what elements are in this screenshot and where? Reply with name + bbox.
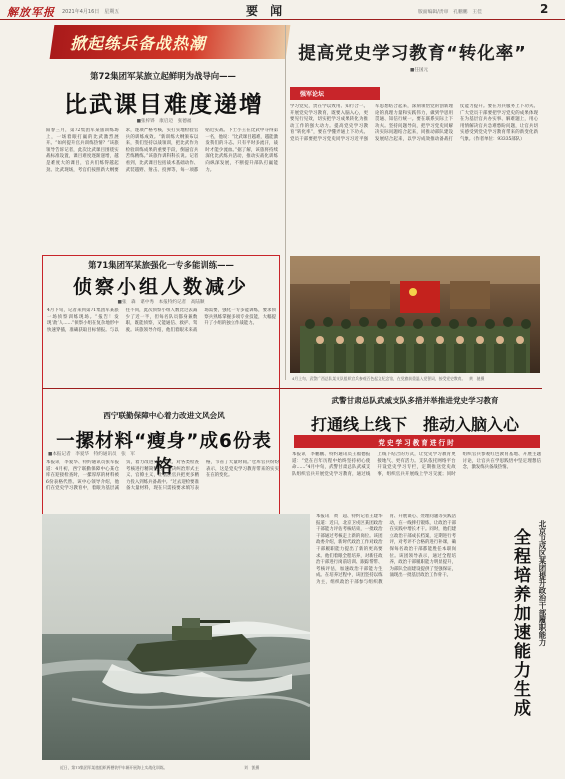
article-beijing-title: 全程培养加速能力生成 [510, 528, 530, 718]
editors-credit: 版面编辑/责审 孔鹏鹏 王佳 [418, 10, 482, 15]
article-west-kicker: 西宁联勤保障中心着力改进文风会风 [103, 411, 225, 420]
article-west-body: 本报讯 李爱华、特约通讯员张军报道：4月初，西宁联勤保障中心某仓库在迎接检查时，一摞厚厚的材料被6份表格代替。该中心领导介绍，他们在党史学习教育中，着眼为基层减负，着力改进文风会风，对各类检查考核进行精简整合，坚决纠治形式主义、官僚主义，让基层官兵把更多精力投入到练兵备战中。“过去迎检要准备大量材料，现在只需按要求填写表格，节省了大量时间。”仓库官兵纷纷表示，这是党史学习教育带来的实实在在的变化。 [46, 460, 279, 492]
article-party-byline: ■任国元 [410, 68, 429, 73]
article-wujing-title: 打通线上线下 推动入脑入心 [310, 415, 519, 434]
amphibious-training-photo [42, 514, 310, 760]
article-72-title: 比武课目难度递增 [64, 92, 264, 118]
campaign-banner-text: 掀起练兵备战热潮 [70, 34, 207, 53]
newspaper-logo: 解放军报 [7, 6, 55, 19]
article-party-title: 提高党史学习教育“转化率” [298, 44, 527, 64]
column-bar-label: 党史学习教育进行时 [378, 439, 456, 447]
article-wujing-body: 本报讯 李鹏鹏、特约通讯员王福德报道：“党在百年历程中始终坚持初心使命……”4月中旬，武警甘肃总队武威支队组织官兵开展党史学习教育，通过线上线下结合的方式，让党史学习教育更接地气、更有活力。支队依托网络平台开设党史学习专栏，定期推送党史故事，组织官兵开展线上学习交流；同时组织官兵参观红色教育基地、开展主题讨论，让官兵在学思践悟中坚定理想信念，激发练兵备战热情。 [292, 452, 541, 477]
boat-photo-credit: 刘 凯摄 [244, 765, 260, 770]
party-photo-caption: 4月上旬，武警广西总队某支队组织官兵参观百色起义纪念馆，在党旗前重温入党誓词，接受党史教育。 黄 驰摄 [292, 376, 485, 381]
article-west-title: 一摞材料“瘦身”成6份表格 [56, 431, 272, 478]
article-71-body: 4月下旬，记者来到第71集团军某旅一场侦察训练现场。“报告！发现‘敌’人……”侦察小组在复杂地形中快速穿插，准确获取目标情报。与以往不同，此次侦察小组人数比过去减少了近一半，但每名队员都身兼数职，既能侦察，又能通信、救护、驾驶。该旅领导介绍，他们着眼未来战场需要，强化一专多能训练，要求侦察兵熟练掌握多项专业技能，大幅提升了小组的独立作战能力。 [47, 308, 276, 333]
article-71-title: 侦察小组人数减少 [72, 276, 249, 298]
article-wujing-kicker: 武警甘肃总队武威支队多措并举推进党史学习教育 [331, 396, 499, 405]
column-divider [285, 25, 286, 380]
article-beijing-body: 本报讯 黄 超、特约记者王建华报道：近日，北京卫戍区某团政治干部能力评估考核结束，一批政治干部通过考核走上新的岗位。该团政委介绍，新时代政治工作对政治干部履职能力提出了新的更高要求。他们着眼全程培养，对新任政治干部进行岗前培训、跟踪帮带、考核评估，加速政治干部能力生成。在培养过程中，该团坚持以练为主，组织政治干部参与组织教育、开展谈心、处理问题等实践活动，在一线摔打锻炼，让政治干部在实践中增长才干。同时，他们建立政治干部成长档案，定期进行考评，对考评不合格的进行补课，确保每名政治干部都能胜任本职岗位。该团领导表示，通过全程培养，政治干部履职能力明显提升，为部队全面建设提供了坚强保证，涌现出一批基层政治工作骨干。 [316, 514, 456, 585]
article-71-byline: ■张 森 谌中秀 本报特约记者 高陆顺 [117, 300, 205, 305]
article-71-kicker: 第71集团军某旅强化一专多能训练—— [88, 260, 234, 270]
masthead [0, 0, 565, 20]
column-label: 强军论坛 [300, 91, 325, 98]
article-beijing-kicker: 北京卫戍区某团提升政治干部履职能力 [538, 520, 547, 646]
article-party-body: 学习党史，贵在学以致用、知行合一。开展党史学习教育，既要入脑入心，更要见行见效，切实把学习成果转化为推动工作的强大动力。提高党史学习教育“转化率”，要在学懂弄通上下功夫。党员干部要把学习党史同学习习近平强军思想结合起来，深刻领悟党的创新理论的真理力量和实践伟力，做到学思用贯通、知信行统一。要在联系实际上下功夫。坚持问题导向，把学习党史同解决实际问题结合起来，同推动部队建设发展结合起来，以学习成效推动备战打仗能力提升。要在为兵服务上下功夫。广大党员干部要把学习党史的成果体现在为基层官兵办实事、解难题上，用心用情解决官兵急难愁盼问题，让官兵切实感受到党史学习教育带来的新变化新气象。（作者单位：93335部队） [290, 104, 538, 142]
party-history-photo [290, 256, 540, 373]
section-divider [42, 388, 542, 389]
article-72-kicker: 第72集团军某旅立起鲜明为战导向—— [90, 71, 236, 81]
section-title: 要 闻 [246, 4, 287, 18]
boat-photo-caption: 近日，第73集团军某旅组织两栖装甲车辆开展海上实战化训练。 [60, 765, 168, 770]
article-west-byline: ■本报记者 李爱华 特约通讯员 张 军 [48, 452, 136, 457]
article-72-byline: ■张梓铧 康启迈 张德福 [136, 119, 192, 124]
article-72-body: 阳春三月，第72集团军某旅训练场上，一场着眼打赢的比武激烈展开。“如何提升官兵训练热情？”该旅领导告诉记者，此次比武课目围绕实战标准设置，课目难度逐渐递增，越是难度大的课目，官兵们练得越起劲。比武现场，考官们按照新大纲要求，逐项严格考核，实打实地检验官兵的训练成效。“新训练大纲颁布以来，我们坚持以战领训，把比武作为检验训练成果的重要手段，倒逼官兵苦练精练。”该旅作训科科长说。记者看到，比武课目包括战术基础动作、武装越野、射击、投弹等，每一项都贴近实战。下士小王在比武中夺得第一名，他说：“比武课目越难，越能激发我们的斗志。只有平时多流汗，战时才能少流血。”据了解，该旅将持续深化比武练兵活动，推动实战化训练向纵深发展，不断提升部队打赢能力。 [46, 128, 278, 173]
page-number: 2 [540, 2, 549, 16]
issue-date: 2021年4月16日 星期五 [62, 9, 120, 15]
